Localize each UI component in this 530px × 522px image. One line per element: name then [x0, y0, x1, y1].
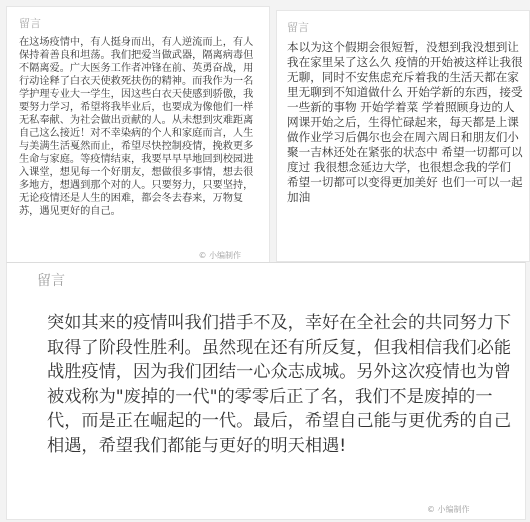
watermark-text: © 小编制作 — [427, 505, 470, 514]
comment-card-1 — [6, 6, 270, 268]
watermark-text: © 小编制作 — [198, 251, 241, 260]
comment-text: 本以为这个假期会很短暂，没想到我没想到让我在家里呆了这么久 疫情的开始被这样让我很无聊，同时不安焦虑充斥着我的生活天都在家里无聊到不知道做什么 开始学新的东西，接受一些新的事物 开始学着菜 学着照顾身边的人网课开始之后，生得忙碌起来，每天都是上课做作业学习后偶尔也会在周六周日和朋友们小聚一吉林还处在紧张的状态中 希望一切都可以度过 我很想念延边大学，也很想念我的学们 希望一切都可以变得更加美好 也们一可以一起加油 — [287, 40, 523, 204]
comment-card-2 — [276, 10, 530, 262]
comment-title: 留言 — [287, 21, 309, 34]
comment-title: 留言 — [37, 273, 65, 289]
comment-text: 突如其来的疫情叫我们措手不及，幸好在全社会的共同努力下取得了阶段性胜利。虽然现在还有所反复，但我相信我们必能战胜疫情，因为我们团结一心众志成城。另外这次疫情也为曾被戏称为"废掉的一代"的零零后正了名，我们不是废掉的一代，而是正在崛起的一代。最后，希望自己能与更优秀的自己相遇，希望我们都能与更好的明天相遇! — [47, 313, 512, 456]
comment-card-3 — [6, 262, 526, 520]
comment-title: 留言 — [19, 17, 41, 30]
comment-text: 在这场疫情中，有人挺身而出，有人逆流而上，有人保持着善良和坦荡。我们把爱当做武器，隔离病毒但不隔离爱。广大医务工作者冲锋在前、英勇奋战，用行动诠释了白衣天使救死扶伤的精神。而我作为一名学护理专业大一学生，因这些白衣天使感到骄傲，我要努力学习，希望将我毕业后，也要成为像他们一样无私奉献、为社会做出贡献的人。从未想到灾难距离自己这么接近！对不幸染病的个人和家庭而言，人生与美满生活戛然而止，希望尽快控制疫情，挽救更多生命与家庭。等疫情结束，我要早早早地回到校园进入课堂，想见每一个好朋友，想做很多事情，想去很多地方，想遇到那个对的人。只要努力，只要坚持，无论疫情还是人生的困难，都会冬去春来，万物复苏，遇见更好的自己。 — [19, 37, 254, 217]
